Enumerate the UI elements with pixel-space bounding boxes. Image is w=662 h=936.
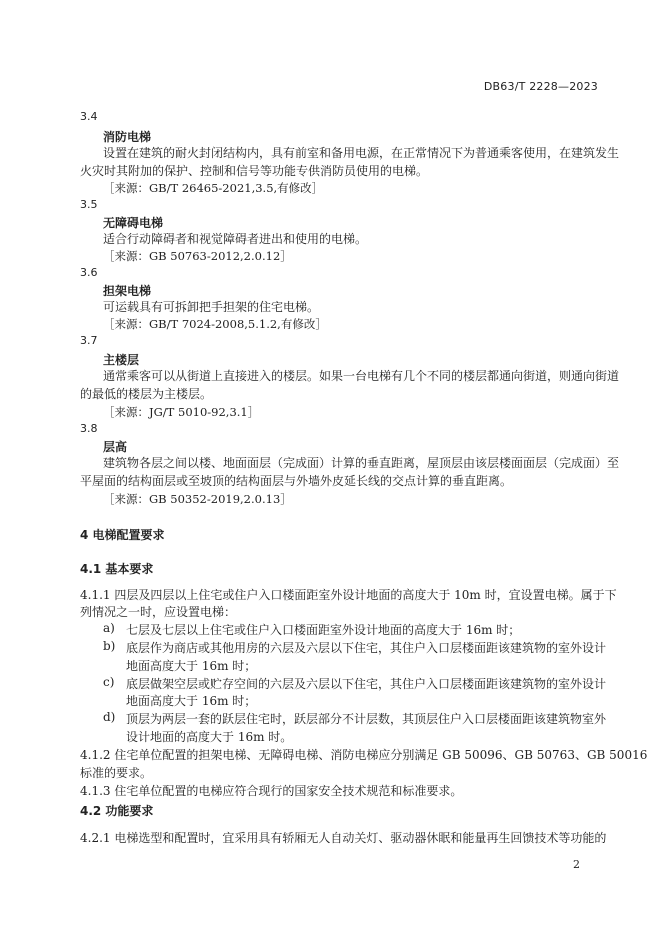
term-definition-line: 建筑物各层之间以楼、地面面层（完成面）计算的垂直距离，屋顶层由该层楼面面层（完成面）至 — [103, 456, 620, 470]
term-number: 3.7 — [80, 334, 98, 347]
term-number: 3.6 — [80, 266, 98, 279]
term-source: ［来源：GB 50352-2019,2.0.13］ — [103, 492, 292, 506]
chapter-heading: 4 电梯配置要求 — [80, 528, 165, 542]
list-item-label: b) — [103, 639, 116, 653]
list-item-text: 地面高度大于 16m 时； — [126, 659, 257, 673]
section-heading: 4.2 功能要求 — [80, 804, 154, 818]
clause-line: 4.2.1 电梯选型和配置时，宜采用具有轿厢无人自动关灯、驱动器休眠和能量再生回馈技术等功能的 — [80, 831, 607, 845]
term-source: ［来源：GB/T 26465-2021,3.5,有修改］ — [103, 181, 324, 195]
term-number: 3.5 — [80, 198, 98, 211]
term-title: 担架电梯 — [103, 284, 152, 298]
standard-code-header: DB63/T 2228—2023 — [483, 80, 598, 93]
list-item-label: c) — [103, 675, 115, 689]
page-number: 2 — [573, 858, 580, 871]
clause-line: 标准的要求。 — [80, 766, 153, 780]
term-definition-line: 的最低的楼层为主楼层。 — [80, 387, 213, 401]
term-number: 3.8 — [80, 422, 98, 435]
clause-line: 列情况之一时，应设置电梯： — [80, 605, 237, 619]
section-heading: 4.1 基本要求 — [80, 562, 154, 576]
term-source: ［来源：GB/T 7024-2008,5.1.2,有修改］ — [103, 317, 327, 331]
term-definition-line: 适合行动障碍者和视觉障碍者进出和使用的电梯。 — [103, 232, 368, 246]
list-item-text: 设计地面的高度大于 16m 时。 — [126, 730, 293, 744]
list-item-label: d) — [103, 710, 116, 724]
list-item-label: a) — [103, 621, 115, 635]
clause-line: 4.1.1 四层及四层以上住宅或住户入口楼面距室外设计地面的高度大于 10m 时，宜设置电梯。属于下 — [80, 588, 617, 602]
list-item-text: 底层作为商店或其他用房的六层及六层以下住宅，其住户入口层楼面距该建筑物的室外设计 — [126, 641, 607, 655]
list-item-text: 底层做架空层或贮存空间的六层及六层以下住宅，其住户入口层楼面距该建筑物的室外设计 — [126, 677, 607, 691]
term-source: ［来源：GB 50763-2012,2.0.12］ — [103, 249, 292, 263]
term-title: 层高 — [103, 440, 128, 454]
term-number: 3.4 — [80, 110, 98, 123]
term-title: 主楼层 — [103, 353, 140, 367]
term-source: ［来源：JG/T 5010-92,3.1］ — [103, 405, 260, 419]
term-title: 无障碍电梯 — [103, 216, 164, 230]
list-item-text: 七层及七层以上住宅或住户入口楼面距室外设计地面的高度大于 16m 时； — [126, 623, 521, 637]
term-definition-line: 火灾时其附加的保护、控制和信号等功能专供消防员使用的电梯。 — [80, 164, 429, 178]
term-definition-line: 可运载具有可拆卸把手担架的住宅电梯。 — [103, 300, 320, 314]
list-item-text: 地面高度大于 16m 时； — [126, 694, 257, 708]
term-title: 消防电梯 — [103, 130, 152, 144]
clause-line: 4.1.2 住宅单位配置的担架电梯、无障碍电梯、消防电梯应分别满足 GB 50096、GB 50763、GB 50016 — [80, 748, 648, 762]
list-item-text: 顶层为两层一套的跃层住宅时，跃层部分不计层数，其顶层住户入口层楼面距该建筑物室外 — [126, 712, 607, 726]
clause-line: 4.1.3 住宅单位配置的电梯应符合现行的国家安全技术规范和标准要求。 — [80, 784, 463, 798]
term-definition-line: 设置在建筑的耐火封闭结构内，具有前室和备用电源，在正常情况下为普通乘客使用，在建筑发生 — [103, 146, 620, 160]
term-definition-line: 平屋面的结构面层或至坡顶的结构面层与外墙外皮延长线的交点计算的垂直距离。 — [80, 474, 513, 488]
term-definition-line: 通常乘客可以从街道上直接进入的楼层。如果一台电梯有几个不同的楼层都通向街道，则通向街道 — [103, 369, 620, 383]
